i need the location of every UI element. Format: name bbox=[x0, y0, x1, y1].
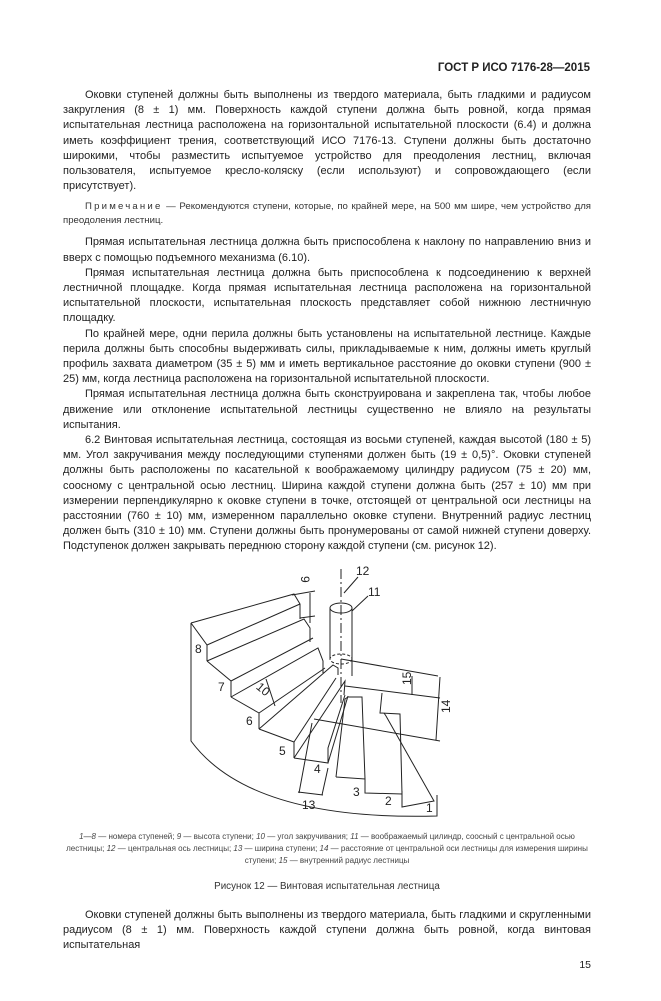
label-11: 11 bbox=[368, 584, 381, 599]
legend-key: 12 bbox=[106, 843, 116, 853]
label-9: 9 bbox=[298, 575, 312, 583]
figure-caption: Рисунок 12 — Винтовая испытательная лестница bbox=[214, 880, 440, 892]
paragraph: Прямая испытательная лестница должна быть приспособлена к наклону по направлению вниз и вверх с помощью подъемного механизма (6.10). bbox=[63, 236, 591, 264]
note-label: Примечание bbox=[85, 201, 163, 213]
legend-key: 11 bbox=[350, 831, 359, 841]
note-text: — Рекомендуются ступени, которые, по крайней мере, на 500 мм шире, чем устройство для преодоления лестниц. bbox=[63, 201, 591, 226]
label-12: 12 bbox=[356, 563, 370, 578]
paragraph: Прямая испытательная лестница должна быть сконструирована и закреплена так, чтобы любое движение или отклонение испытательной лестницы существенно не влияло на результаты испытания. bbox=[63, 388, 591, 431]
label-2: 2 bbox=[385, 793, 392, 808]
figure-labels bbox=[195, 564, 453, 815]
label-10: 10 bbox=[253, 679, 273, 699]
label-5: 5 bbox=[279, 743, 286, 758]
legend-key: 9 bbox=[176, 831, 182, 841]
spiral-staircase-figure bbox=[0, 561, 661, 823]
legend-text: — воображаемый цилиндр, соосный с центральной осью лестницы; bbox=[66, 831, 575, 853]
label-7: 7 bbox=[218, 679, 225, 694]
legend-key: 13 bbox=[233, 843, 243, 853]
label-8: 8 bbox=[195, 641, 202, 656]
section-6-2-paragraph: 6.2 Винтовая испытательная лестница, состоящая из восьми ступеней, каждая высотой (180 ± 5) мм. Угол закручивания между последующими ступенями должен быть (19 ± 0,5)°. Оковки ступеней должны быть расположены по касательной к воображаемому цилиндру радиусом (75 ± 20) мм, соосному с центральной осью лестниц. Ширина каждой ступени должна быть (257 ± 10) мм при измерении перпендикулярно к оковке ступени в точке, отстоящей от центральной оси лестницы на расстоянии (760 ± 10) мм, измеренном параллельно оковке ступени. Внутренний радиус лестниц должен быть (310 ± 10) мм. Ступени должны быть пронумерованы от самой нижней ступени доверху. Подступенок должен закрывать переднюю сторону каждой ступени (см. рисунок 12). bbox=[63, 434, 591, 553]
legend-text: — центральная ось лестницы; bbox=[115, 843, 234, 853]
figure-area bbox=[0, 561, 661, 823]
label-13: 13 bbox=[302, 797, 316, 812]
page-body bbox=[63, 0, 591, 1001]
legend-key: 14 bbox=[319, 843, 329, 853]
page-number: 15 bbox=[579, 959, 591, 972]
label-15: 15 bbox=[400, 671, 414, 685]
document-header: ГОСТ Р ИСО 7176-28—2015 bbox=[437, 62, 590, 74]
paragraph: Оковки ступеней должны быть выполнены из твердого материала, быть гладкими и радиусом закругления (8 ± 1) мм. Поверхность каждой ступени должна быть ровной, когда прямая испытательная лестница расположена на горизонтальной испытательной плоскости (6.4) и должна иметь коэффициент трения, соответствующий ИСО 7176-13. Ступени должны быть достаточно широкими, чтобы разместить испытуемое устройство для преодоления лестниц, включая пользователя, испытуемое кресло-коляску (если используют) и сопровождающего (если присутствует). bbox=[63, 89, 591, 193]
legend-key: 15 bbox=[278, 855, 288, 865]
legend-text: — номера ступеней; bbox=[96, 831, 177, 841]
label-6: 6 bbox=[246, 713, 253, 728]
paragraph: Оковки ступеней должны быть выполнены из твердого материала, быть гладкими и скругленными радиусом (8 ± 1) мм. Поверхность каждой ступени должна быть ровной, когда винтовая испытательная bbox=[63, 908, 591, 952]
legend-text: — внутренний радиус лестницы bbox=[287, 855, 410, 865]
label-1: 1 bbox=[426, 800, 433, 815]
legend-key: 1—8 bbox=[79, 831, 96, 841]
legend-key: 10 bbox=[256, 831, 265, 841]
label-14: 14 bbox=[439, 699, 453, 713]
note bbox=[63, 200, 591, 227]
legend-text: — угол закручивания; bbox=[264, 831, 351, 841]
label-3: 3 bbox=[353, 784, 360, 799]
figure-legend bbox=[63, 831, 591, 867]
legend-text: — высота ступени; bbox=[181, 831, 257, 841]
label-4: 4 bbox=[314, 761, 321, 776]
paragraph: По крайней мере, одни перила должны быть установлены на испытательной лестнице. Каждые перила должны быть способны выдерживать силы, прикладываемые к ним, должны иметь круглый профиль захвата диаметром (35 ± 5) мм и иметь вертикальное расстояние до оковки ступени (900 ± 25) мм, когда лестница расположена на горизонтальной испытательной плоскости. bbox=[63, 327, 591, 386]
paragraph: Прямая испытательная лестница должна быть приспособлена к подсоединению к верхней лестничной площадке. Когда прямая испытательная лестница расположена на горизонтальной испытательной плоскости, испытательная плоскость представляет собой нижнюю лестничную площадку. bbox=[63, 266, 591, 325]
legend-text: — ширина ступени; bbox=[242, 843, 320, 853]
legend-text: — расстояние от центральной оси лестницы для измерения ширины ступени; bbox=[244, 843, 588, 865]
